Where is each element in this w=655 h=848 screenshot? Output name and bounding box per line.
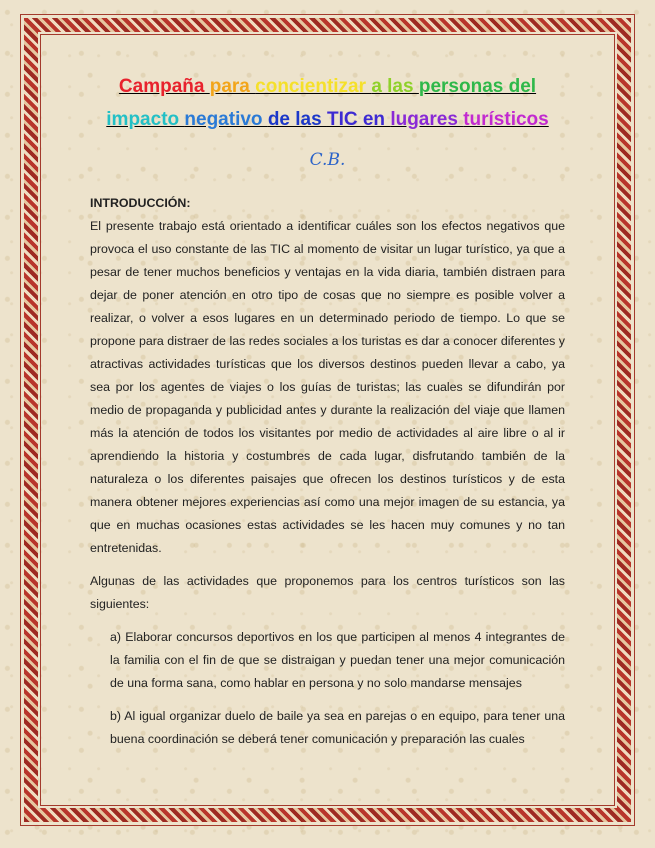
activities-intro: Algunas de las actividades que proponemos para los centros turísticos son las siguientes:	[90, 574, 565, 611]
title-segment: personas del	[418, 76, 537, 97]
title-segment: impacto	[106, 109, 185, 130]
title-segment: a las	[371, 76, 419, 97]
intro-paragraph: El presente trabajo está orientado a identificar cuáles son los efectos negativos que provoca el uso constante de las TIC al momento de visitar un lugar turístico, ya que a pesar de tener muchos beneficios y ventajas en la vida diaria, también distraen para dejar de poner atención en otro tipo de cosas que no siempre es posible volver a realizar, o volver a esos lugares en un determinado periodo de tiempo. Lo que se propone para distraer de las redes sociales a los turistas es dar a conocer diferentes y atractivas actividades turísticas que los diversos destinos pueden llevar a cabo, ya sea por los agentes de viajes o los guías de turistas; las cuales se difundirán por medio de propaganda y publicidad antes y durante la realización del viaje que llamen más la atención de todos los visitantes por medio de actividades al aire libre o al ir aprendiendo la historia y costumbres de cada lugar, disfrutando también de la naturaleza o los diferentes paisajes que ofrecen los destinos turísticos y de esta manera obtener mejores experiencias así como una mejor imagen de su estancia, ya que en muchas ocasiones estas actividades se les hacen muy comunes y no tan entretenidas.	[90, 219, 565, 555]
author-initials: C.B.	[309, 150, 346, 170]
title-segment: de las	[267, 109, 327, 130]
intro-heading: INTRODUCCIÓN:	[90, 196, 191, 210]
title-segment: para	[209, 76, 256, 97]
title-line-1	[70, 76, 585, 98]
title-segment: TIC en	[326, 109, 391, 130]
list-item-b: b) Al igual organizar duelo de baile ya sea en parejas o en equipo, para tener una buena coordinación se deberá tener comunicación y preparación las cuales	[110, 709, 565, 746]
title-segment: negativo	[184, 109, 268, 130]
document-body	[90, 192, 565, 761]
title-segment: concientizar	[255, 76, 372, 97]
title-segment: lugares	[390, 109, 464, 130]
title-segment: Campaña	[118, 76, 210, 97]
title-segment: turísticos	[463, 109, 549, 130]
title-line-2	[70, 109, 585, 131]
list-item-a: a) Elaborar concursos deportivos en los que participen al menos 4 integrantes de la familia con el fin de que se distraigan y puedan tener una mejor comunicación de una forma sana, como hablar en persona y no solo mandarse mensajes	[110, 630, 565, 690]
